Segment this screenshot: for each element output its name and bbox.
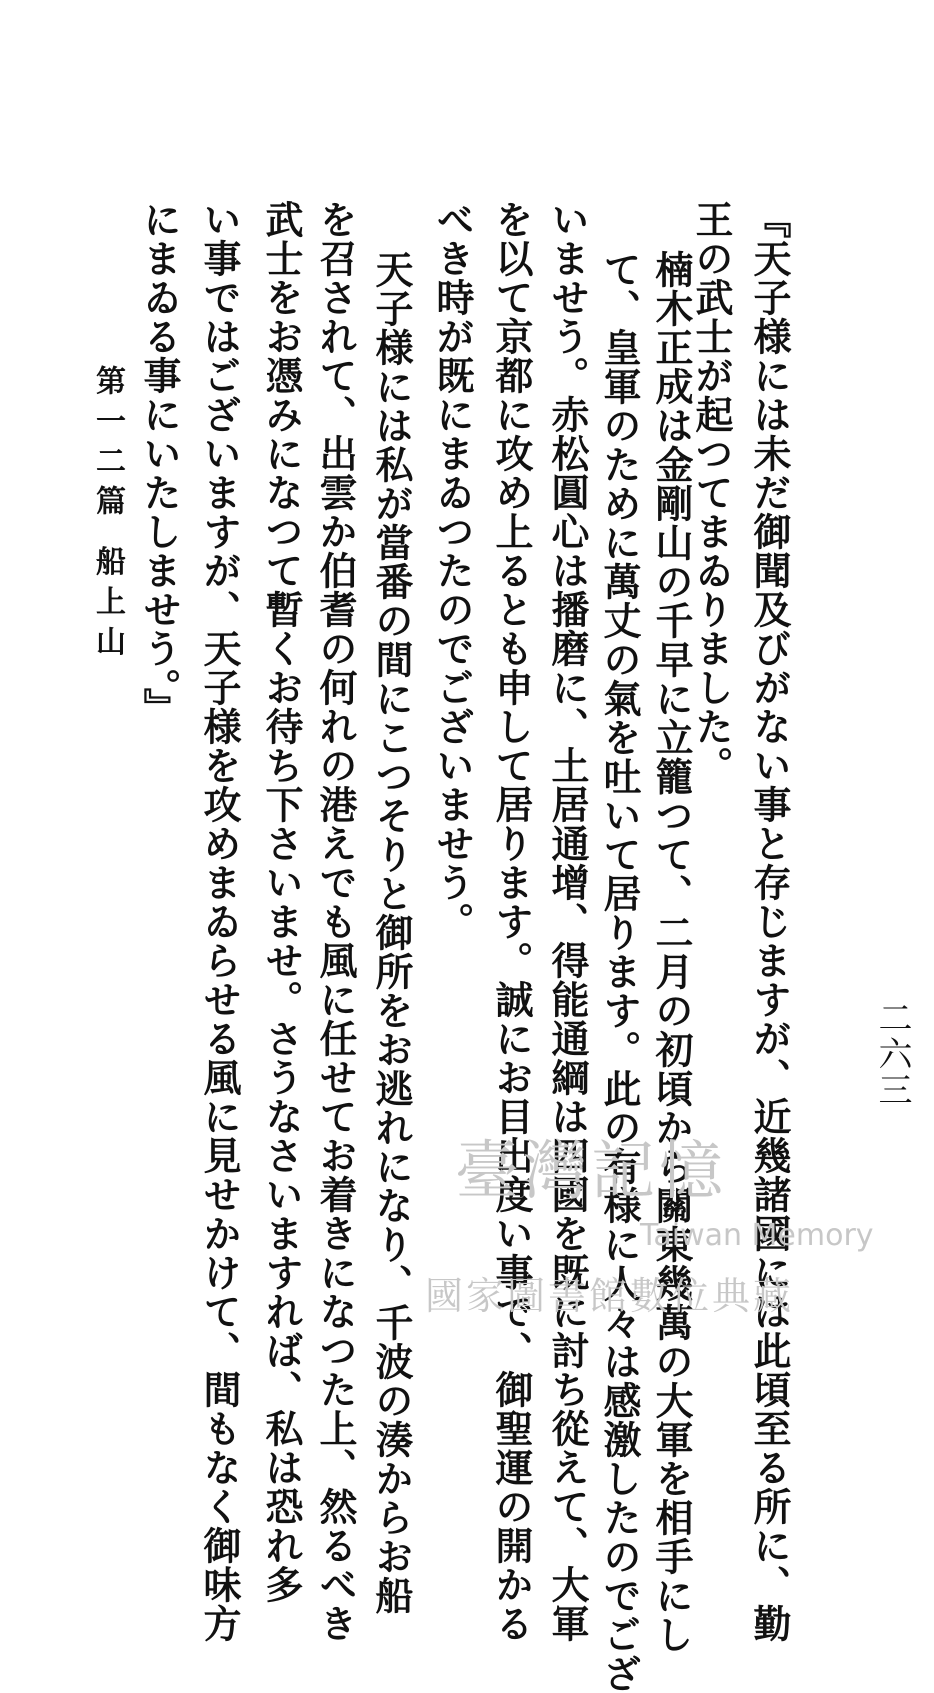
text-column-9: を召されて、出雲か伯耆の何れの港えでも風に任せてお着きになつた上、然るべき xyxy=(313,200,358,1643)
text-column-8: 天子様には私が當番の間にこつそりと御所をお逃れになり、千波の湊からお船 xyxy=(369,250,414,1615)
text-column-1: 『天子様には未だ御聞及びがない事と存じますが、近幾諸國には此頃至る所に、勤 xyxy=(747,200,792,1643)
text-column-7: べき時が既にまゐつたのでございませう。 xyxy=(430,200,475,941)
watermark-text: 國家圖書館數位典藏 xyxy=(425,1274,795,1318)
watermark-logo: 臺灣記憶 xyxy=(455,1135,727,1209)
text-column-3: 楠木正成は金剛山の千早に立籠つて、二月の初頃から關東幾萬の大軍を相手にし xyxy=(649,250,694,1654)
text-column-10: 武士をお憑みになつて暫くお待ち下さいませ。さうなさいますれば、私は恐れ多 xyxy=(259,200,304,1604)
page-number: 二六三 xyxy=(872,1000,912,1108)
text-column-6: を以て京都に攻め上るとも申して居ります。誠にお目出度い事で、御聖運の開かる xyxy=(489,200,534,1643)
chapter-header: 第一二篇 船上山 xyxy=(90,365,125,666)
text-column-12: にまゐる事にいたしませう。』 xyxy=(137,200,182,727)
text-column-11: い事ではございますが、天子様を攻めまゐらせる風に見せかけて、間もなく御味方 xyxy=(197,200,242,1643)
text-column-4: て、皇軍のために萬丈の氣を吐いて居ります。此の有様に人々は感激したのでござ xyxy=(597,250,642,1693)
text-column-2: 王の武士が起つてまゐりました。 xyxy=(689,200,734,785)
watermark-subtitle: Taiwan Memory xyxy=(640,1218,874,1253)
text-column-5: いませう。赤松圓心は播磨に、土居通增、得能通綱は四國を既に討ち從えて、大軍 xyxy=(545,200,590,1643)
